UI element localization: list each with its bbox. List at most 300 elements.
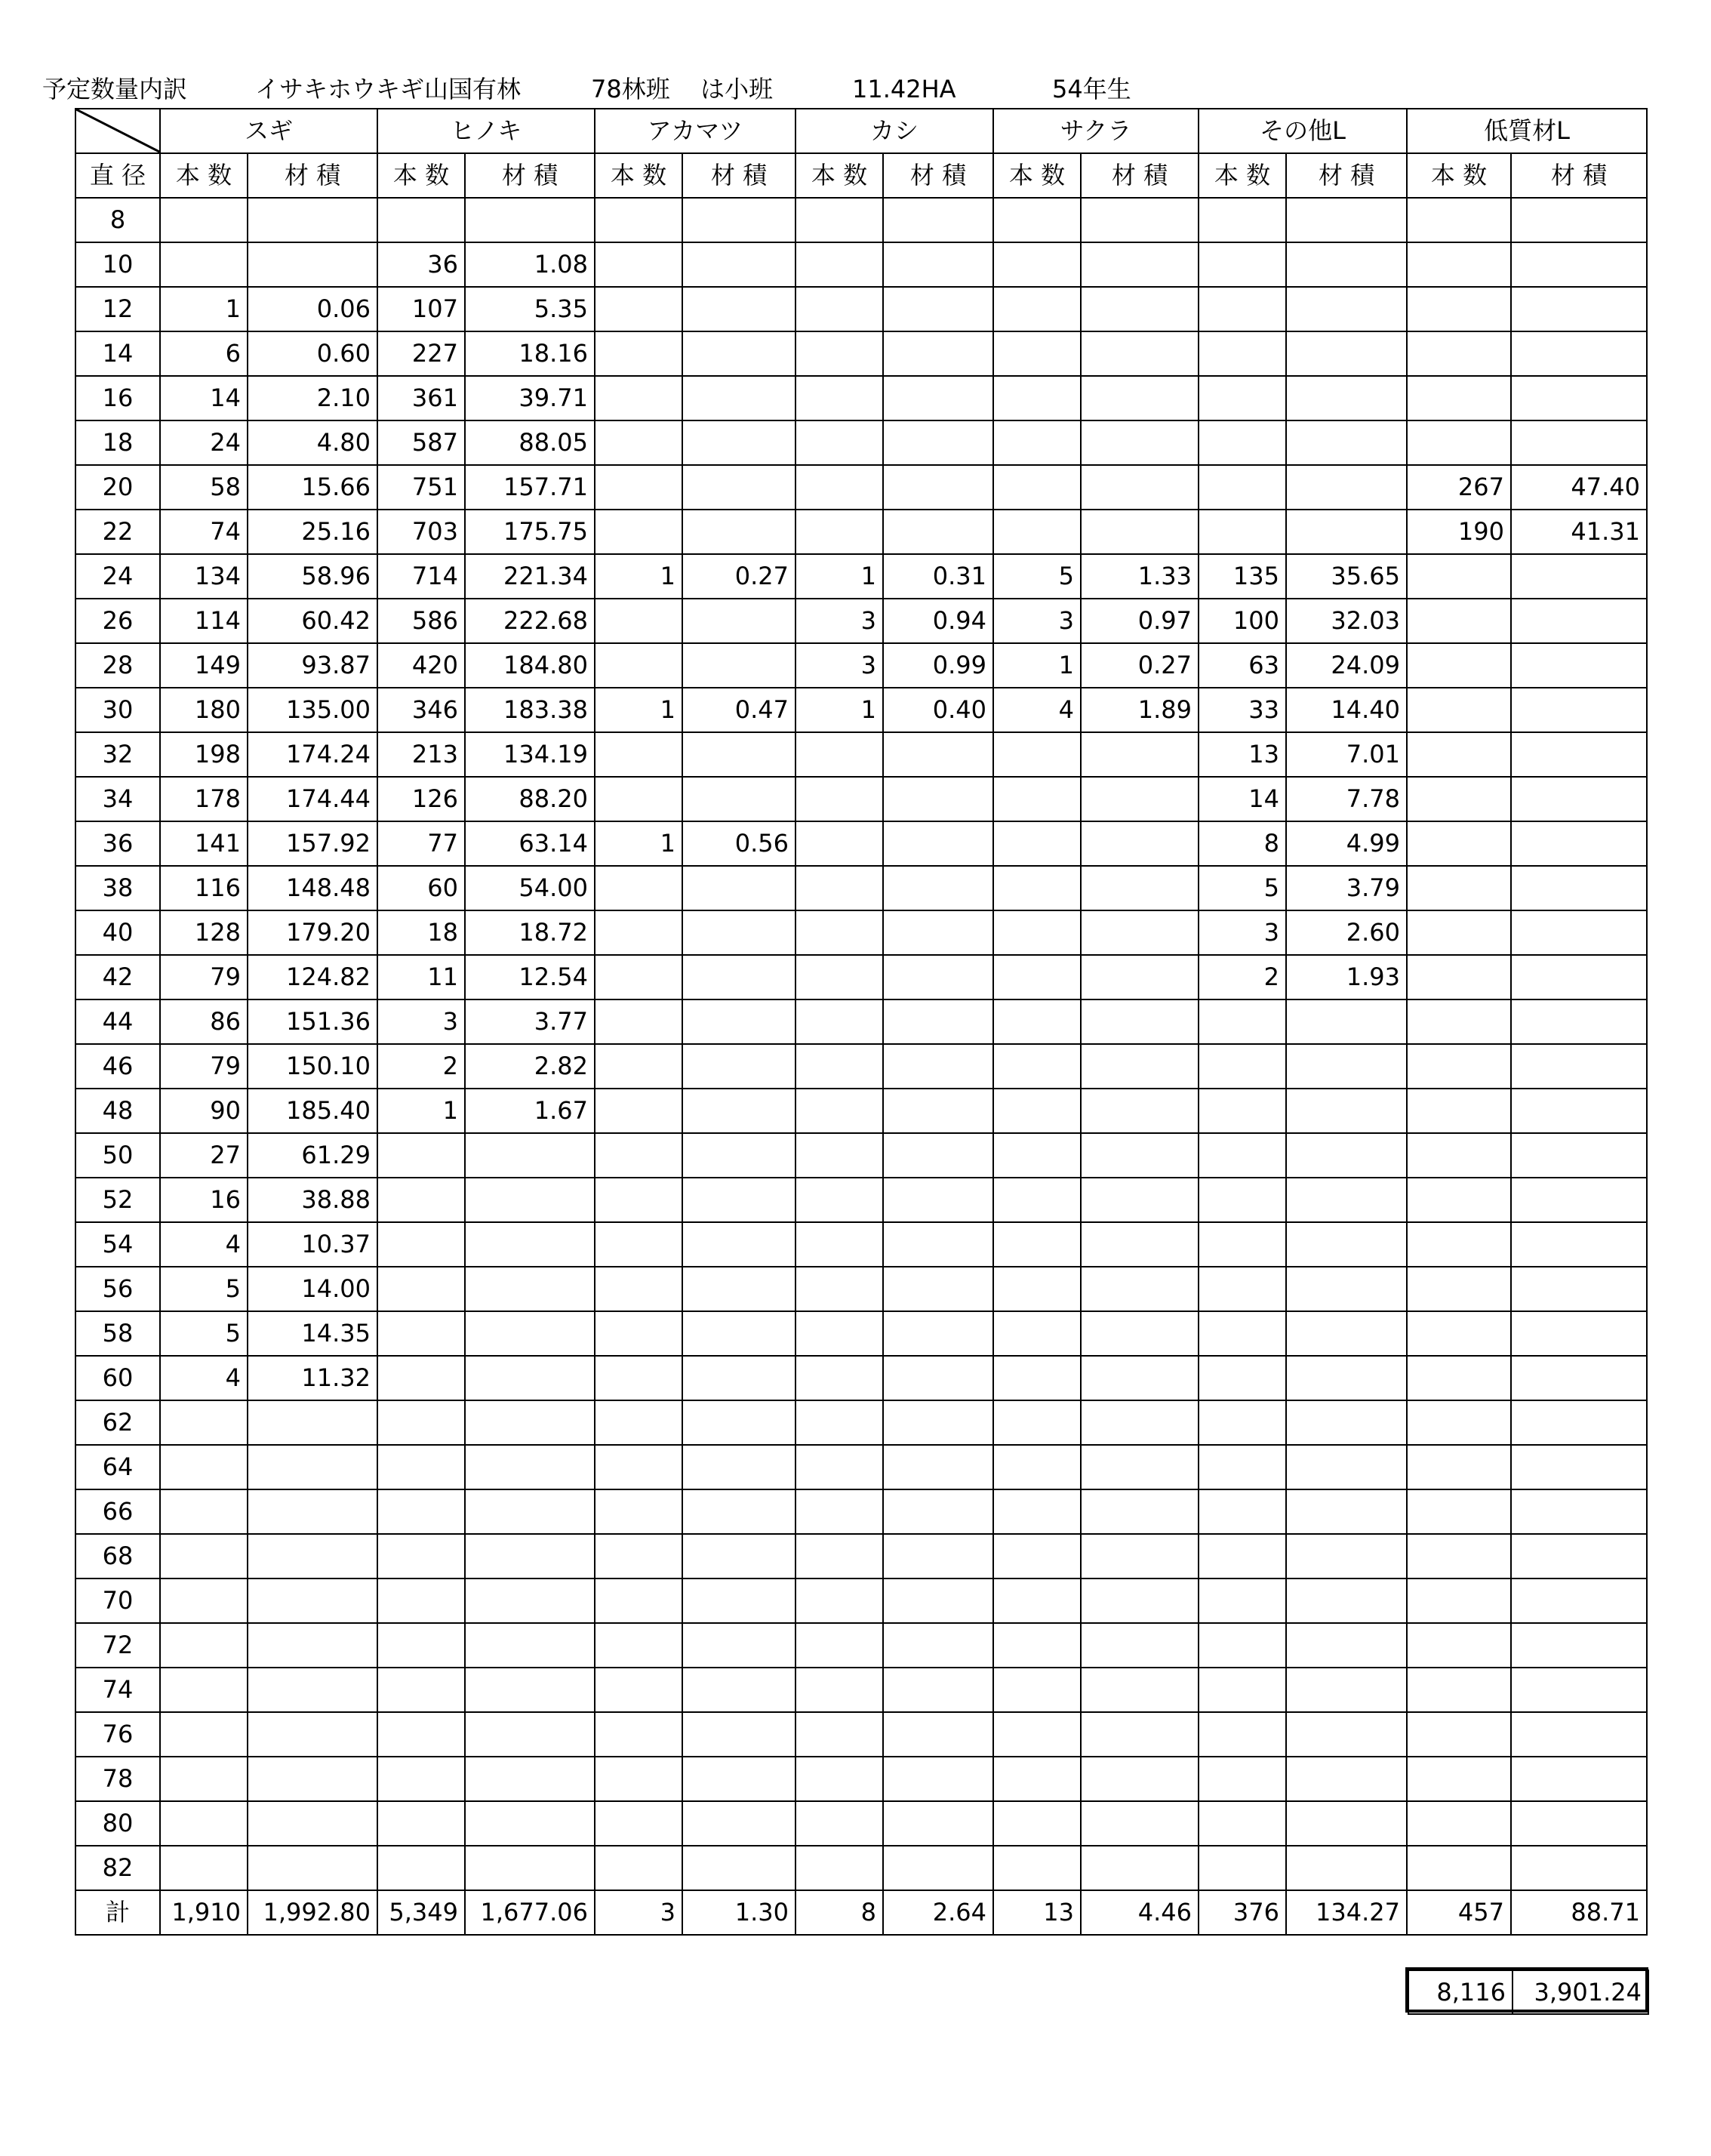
- count-cell: [795, 732, 883, 777]
- count-cell: [1199, 999, 1286, 1044]
- table-row: [75, 955, 1647, 999]
- count-cell: [1199, 242, 1286, 287]
- volume-cell: [1081, 1846, 1199, 1890]
- volume-cell: [248, 1445, 377, 1489]
- count-cell: [160, 1757, 248, 1801]
- count-cell: [993, 331, 1081, 376]
- count-cell: [1199, 465, 1286, 510]
- volume-cell: [248, 1846, 377, 1890]
- volume-cell: [883, 1089, 993, 1133]
- table-row: [75, 643, 1647, 688]
- volume-cell: [883, 420, 993, 465]
- table-row: [75, 1311, 1647, 1356]
- volume-cell: [883, 1578, 993, 1623]
- volume-cell: [1511, 331, 1647, 376]
- diameter-cell: 18: [75, 420, 160, 465]
- volume-cell: [883, 1846, 993, 1890]
- count-cell: 587: [377, 420, 465, 465]
- count-cell: [1199, 1044, 1286, 1089]
- volume-cell: 0.97: [1081, 599, 1199, 643]
- volume-cell: [1081, 1133, 1199, 1178]
- count-cell: [377, 1846, 465, 1890]
- count-cell: [1407, 1534, 1511, 1578]
- volume-cell: 32.03: [1286, 599, 1407, 643]
- count-cell: [795, 420, 883, 465]
- volume-cell: [1511, 198, 1647, 242]
- volume-cell: [465, 1178, 595, 1222]
- count-cell: [377, 1578, 465, 1623]
- volume-cell: 58.96: [248, 554, 377, 599]
- volume-cell: [682, 1801, 795, 1846]
- table-row: [75, 999, 1647, 1044]
- volume-cell: [1081, 198, 1199, 242]
- volume-cell: [1286, 1712, 1407, 1757]
- count-cell: [993, 1534, 1081, 1578]
- count-cell: [1407, 1757, 1511, 1801]
- volume-cell: [1081, 1445, 1199, 1489]
- count-cell: [795, 1089, 883, 1133]
- count-cell: [795, 1623, 883, 1668]
- volume-cell: 1.33: [1081, 554, 1199, 599]
- count-cell: [1407, 554, 1511, 599]
- volume-cell: [883, 1267, 993, 1311]
- count-cell: [1407, 1133, 1511, 1178]
- count-cell: [160, 1578, 248, 1623]
- volume-cell: [1081, 510, 1199, 554]
- total-count-cell: 1,910: [160, 1890, 248, 1935]
- count-cell: 58: [160, 465, 248, 510]
- count-cell: [377, 1267, 465, 1311]
- count-cell: 8: [1199, 821, 1286, 866]
- count-cell: [1199, 331, 1286, 376]
- count-cell: [993, 1178, 1081, 1222]
- count-cell: 33: [1199, 688, 1286, 732]
- volume-cell: [1081, 1489, 1199, 1534]
- volume-cell: [883, 1489, 993, 1534]
- count-cell: [993, 376, 1081, 420]
- volume-cell: [465, 1534, 595, 1578]
- volume-cell: 221.34: [465, 554, 595, 599]
- diameter-cell: 70: [75, 1578, 160, 1623]
- count-cell: [1407, 643, 1511, 688]
- count-cell: [993, 866, 1081, 910]
- volume-cell: 135.00: [248, 688, 377, 732]
- count-cell: 114: [160, 599, 248, 643]
- diameter-cell: 74: [75, 1668, 160, 1712]
- count-cell: 107: [377, 287, 465, 331]
- count-cell: [595, 910, 682, 955]
- count-cell: 116: [160, 866, 248, 910]
- diameter-cell: 56: [75, 1267, 160, 1311]
- count-cell: [1199, 1267, 1286, 1311]
- count-cell: 586: [377, 599, 465, 643]
- volume-cell: [883, 198, 993, 242]
- total-label: 計: [75, 1890, 160, 1935]
- volume-cell: [1286, 331, 1407, 376]
- diameter-cell: 76: [75, 1712, 160, 1757]
- volume-cell: [1286, 1534, 1407, 1578]
- volume-cell: [1511, 1801, 1647, 1846]
- count-cell: [160, 1846, 248, 1890]
- count-cell: 3: [1199, 910, 1286, 955]
- count-cell: [1407, 198, 1511, 242]
- count-cell: 6: [160, 331, 248, 376]
- count-cell: [993, 1044, 1081, 1089]
- count-header: 本 数: [795, 153, 883, 198]
- total-count-cell: 376: [1199, 1890, 1286, 1935]
- volume-cell: [1511, 1668, 1647, 1712]
- count-cell: 90: [160, 1089, 248, 1133]
- total-volume-cell: 134.27: [1286, 1890, 1407, 1935]
- volume-cell: [1511, 287, 1647, 331]
- count-cell: [993, 1445, 1081, 1489]
- count-cell: [595, 198, 682, 242]
- count-cell: [377, 1356, 465, 1400]
- volume-cell: 88.05: [465, 420, 595, 465]
- species-header-sugi: スギ: [160, 109, 377, 153]
- volume-cell: [682, 732, 795, 777]
- species-header-hinoki: ヒノキ: [377, 109, 595, 153]
- total-count-cell: 8: [795, 1890, 883, 1935]
- volume-cell: [1081, 1712, 1199, 1757]
- table-row: [75, 821, 1647, 866]
- count-cell: [795, 1712, 883, 1757]
- volume-cell: [1511, 242, 1647, 287]
- count-cell: 1: [993, 643, 1081, 688]
- count-cell: [160, 1400, 248, 1445]
- count-cell: [1407, 1178, 1511, 1222]
- count-cell: [795, 1356, 883, 1400]
- table-row: [75, 1222, 1647, 1267]
- table-row: [75, 1801, 1647, 1846]
- volume-cell: [1081, 821, 1199, 866]
- volume-cell: [1286, 1044, 1407, 1089]
- count-cell: [1199, 1400, 1286, 1445]
- total-count-cell: 457: [1407, 1890, 1511, 1935]
- volume-cell: [1286, 287, 1407, 331]
- diameter-cell: 14: [75, 331, 160, 376]
- table-row: [75, 554, 1647, 599]
- count-cell: [1199, 1445, 1286, 1489]
- volume-cell: 2.82: [465, 1044, 595, 1089]
- diameter-cell: 8: [75, 198, 160, 242]
- volume-cell: [682, 1178, 795, 1222]
- count-cell: 227: [377, 331, 465, 376]
- volume-cell: [1511, 688, 1647, 732]
- volume-header: 材 積: [1511, 153, 1647, 198]
- count-cell: [377, 1757, 465, 1801]
- count-cell: 361: [377, 376, 465, 420]
- count-cell: [595, 732, 682, 777]
- volume-cell: [1081, 465, 1199, 510]
- volume-cell: [1286, 1133, 1407, 1178]
- table-row: [75, 732, 1647, 777]
- volume-cell: [682, 198, 795, 242]
- count-cell: [595, 1846, 682, 1890]
- volume-cell: [1511, 866, 1647, 910]
- volume-cell: 148.48: [248, 866, 377, 910]
- volume-cell: [1081, 376, 1199, 420]
- title-subcompartment: は小班: [700, 75, 774, 103]
- count-cell: [993, 1846, 1081, 1890]
- count-cell: [595, 1757, 682, 1801]
- volume-cell: 0.56: [682, 821, 795, 866]
- volume-cell: [1081, 1267, 1199, 1311]
- table-row: [75, 287, 1647, 331]
- volume-cell: [1511, 643, 1647, 688]
- species-header-sakura: サクラ: [993, 109, 1199, 153]
- count-cell: 190: [1407, 510, 1511, 554]
- volume-cell: [682, 1712, 795, 1757]
- volume-cell: [1286, 1311, 1407, 1356]
- volume-cell: 60.42: [248, 599, 377, 643]
- count-cell: [377, 198, 465, 242]
- count-cell: [160, 1623, 248, 1668]
- volume-header: 材 積: [248, 153, 377, 198]
- volume-cell: [248, 198, 377, 242]
- diameter-cell: 50: [75, 1133, 160, 1178]
- volume-cell: 93.87: [248, 643, 377, 688]
- volume-cell: [883, 287, 993, 331]
- count-cell: 5: [993, 554, 1081, 599]
- volume-cell: [883, 777, 993, 821]
- volume-cell: [883, 1133, 993, 1178]
- table-row: [75, 1534, 1647, 1578]
- volume-cell: 18.72: [465, 910, 595, 955]
- count-cell: [1407, 1267, 1511, 1311]
- count-cell: [595, 999, 682, 1044]
- volume-cell: [465, 1222, 595, 1267]
- volume-cell: [1511, 554, 1647, 599]
- volume-cell: [883, 910, 993, 955]
- count-cell: [1199, 1356, 1286, 1400]
- count-cell: 4: [160, 1356, 248, 1400]
- volume-cell: [883, 1400, 993, 1445]
- table-row: [75, 1623, 1647, 1668]
- volume-cell: [465, 1757, 595, 1801]
- volume-cell: [465, 1311, 595, 1356]
- count-cell: [993, 1757, 1081, 1801]
- volume-cell: [1511, 1846, 1647, 1890]
- count-cell: [1199, 1222, 1286, 1267]
- table-row: [75, 1489, 1647, 1534]
- volume-cell: [1081, 1222, 1199, 1267]
- count-cell: [377, 1623, 465, 1668]
- volume-cell: [682, 1267, 795, 1311]
- count-cell: [1407, 1489, 1511, 1534]
- count-cell: [1199, 1623, 1286, 1668]
- count-cell: [377, 1668, 465, 1712]
- volume-cell: [1286, 242, 1407, 287]
- diameter-cell: 60: [75, 1356, 160, 1400]
- total-volume-cell: 4.46: [1081, 1890, 1199, 1935]
- volume-cell: [1286, 1400, 1407, 1445]
- count-cell: [595, 1356, 682, 1400]
- diameter-cell: 40: [75, 910, 160, 955]
- volume-cell: [465, 1133, 595, 1178]
- volume-cell: [465, 1578, 595, 1623]
- count-cell: [160, 1712, 248, 1757]
- volume-cell: [883, 1712, 993, 1757]
- volume-cell: [465, 1801, 595, 1846]
- count-cell: [595, 1222, 682, 1267]
- volume-cell: [1081, 866, 1199, 910]
- count-cell: [1407, 1801, 1511, 1846]
- count-cell: 213: [377, 732, 465, 777]
- volume-cell: 0.31: [883, 554, 993, 599]
- volume-cell: 41.31: [1511, 510, 1647, 554]
- volume-cell: 0.06: [248, 287, 377, 331]
- count-cell: [160, 1489, 248, 1534]
- volume-cell: [1511, 1178, 1647, 1222]
- table-row: [75, 376, 1647, 420]
- diameter-cell: 32: [75, 732, 160, 777]
- volume-cell: [1511, 1489, 1647, 1534]
- table-row: [75, 688, 1647, 732]
- table-row: [75, 420, 1647, 465]
- count-cell: [595, 1044, 682, 1089]
- count-cell: [160, 1445, 248, 1489]
- volume-cell: [1081, 1400, 1199, 1445]
- volume-cell: [1511, 1400, 1647, 1445]
- count-cell: [1407, 1222, 1511, 1267]
- volume-cell: [883, 1222, 993, 1267]
- count-cell: [377, 1222, 465, 1267]
- volume-cell: [883, 1044, 993, 1089]
- volume-cell: [682, 1623, 795, 1668]
- total-volume-cell: 1,992.80: [248, 1890, 377, 1935]
- volume-cell: [1286, 465, 1407, 510]
- volume-cell: [248, 1534, 377, 1578]
- volume-cell: [883, 821, 993, 866]
- count-cell: [795, 1801, 883, 1846]
- count-cell: [1407, 1445, 1511, 1489]
- count-header: 本 数: [1407, 153, 1511, 198]
- volume-cell: [883, 465, 993, 510]
- count-cell: [1407, 599, 1511, 643]
- volume-cell: [1081, 1801, 1199, 1846]
- count-cell: [795, 1133, 883, 1178]
- count-cell: [595, 599, 682, 643]
- count-cell: [795, 376, 883, 420]
- volume-cell: [465, 1400, 595, 1445]
- count-cell: 4: [160, 1222, 248, 1267]
- count-cell: 79: [160, 1044, 248, 1089]
- count-cell: 1: [377, 1089, 465, 1133]
- volume-cell: [1081, 1534, 1199, 1578]
- count-cell: 149: [160, 643, 248, 688]
- volume-cell: [1511, 955, 1647, 999]
- count-cell: 1: [795, 554, 883, 599]
- grand-total-count: 8,116: [1408, 1970, 1513, 2014]
- count-cell: 86: [160, 999, 248, 1044]
- count-cell: [160, 198, 248, 242]
- count-cell: [993, 1089, 1081, 1133]
- count-cell: [993, 777, 1081, 821]
- volume-cell: 7.78: [1286, 777, 1407, 821]
- volume-cell: [1081, 1089, 1199, 1133]
- count-cell: [1407, 910, 1511, 955]
- volume-cell: [1081, 999, 1199, 1044]
- count-cell: [993, 1623, 1081, 1668]
- volume-cell: [1081, 331, 1199, 376]
- count-cell: 198: [160, 732, 248, 777]
- count-cell: 3: [795, 643, 883, 688]
- diameter-cell: 22: [75, 510, 160, 554]
- volume-cell: [465, 1623, 595, 1668]
- volume-cell: 0.47: [682, 688, 795, 732]
- volume-cell: [1081, 1757, 1199, 1801]
- diameter-cell: 78: [75, 1757, 160, 1801]
- count-cell: [993, 1489, 1081, 1534]
- volume-cell: [1081, 955, 1199, 999]
- volume-cell: 151.36: [248, 999, 377, 1044]
- volume-cell: [1286, 1489, 1407, 1534]
- volume-header: 材 積: [883, 153, 993, 198]
- volume-cell: [883, 1801, 993, 1846]
- volume-cell: [682, 955, 795, 999]
- volume-cell: 35.65: [1286, 554, 1407, 599]
- diameter-cell: 44: [75, 999, 160, 1044]
- count-cell: [1407, 777, 1511, 821]
- count-cell: [1199, 1668, 1286, 1712]
- count-cell: [1407, 821, 1511, 866]
- count-cell: [1199, 1757, 1286, 1801]
- table-row: [75, 1400, 1647, 1445]
- count-header: 本 数: [377, 153, 465, 198]
- count-cell: [1407, 287, 1511, 331]
- count-cell: [795, 1534, 883, 1578]
- count-cell: [993, 821, 1081, 866]
- count-cell: [1407, 955, 1511, 999]
- count-cell: [795, 331, 883, 376]
- diameter-cell: 30: [75, 688, 160, 732]
- volume-cell: 38.88: [248, 1178, 377, 1222]
- diameter-cell: 28: [75, 643, 160, 688]
- volume-cell: [1081, 910, 1199, 955]
- diameter-cell: 80: [75, 1801, 160, 1846]
- table-row: [75, 866, 1647, 910]
- volume-cell: [1511, 1445, 1647, 1489]
- count-cell: [993, 1801, 1081, 1846]
- count-cell: [595, 1445, 682, 1489]
- diameter-cell: 72: [75, 1623, 160, 1668]
- volume-cell: [248, 1578, 377, 1623]
- table-row: [75, 1578, 1647, 1623]
- table-row: [75, 1356, 1647, 1400]
- volume-cell: [682, 1534, 795, 1578]
- volume-cell: [465, 1712, 595, 1757]
- count-cell: [595, 287, 682, 331]
- count-cell: [1407, 1311, 1511, 1356]
- count-cell: [595, 420, 682, 465]
- count-cell: [795, 510, 883, 554]
- volume-cell: [682, 1668, 795, 1712]
- volume-cell: 14.35: [248, 1311, 377, 1356]
- volume-cell: [1286, 510, 1407, 554]
- count-cell: [993, 1400, 1081, 1445]
- volume-cell: 184.80: [465, 643, 595, 688]
- volume-cell: 174.44: [248, 777, 377, 821]
- count-cell: 2: [377, 1044, 465, 1089]
- total-volume-cell: 1.30: [682, 1890, 795, 1935]
- volume-cell: [465, 1846, 595, 1890]
- count-cell: 2: [1199, 955, 1286, 999]
- count-cell: [595, 1801, 682, 1846]
- count-cell: [1199, 1712, 1286, 1757]
- count-cell: [795, 1311, 883, 1356]
- table-row: [75, 1445, 1647, 1489]
